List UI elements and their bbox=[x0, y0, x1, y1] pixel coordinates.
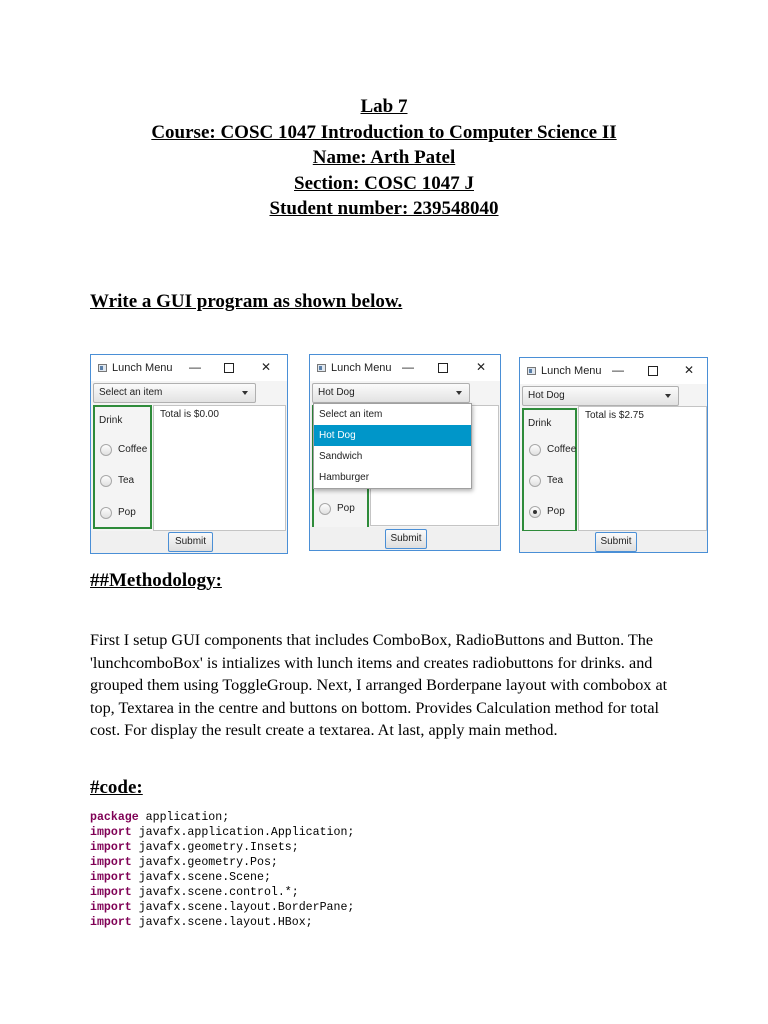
code-line bbox=[90, 826, 354, 839]
app-window-icon bbox=[527, 367, 536, 375]
maximize-icon[interactable] bbox=[644, 361, 662, 379]
radio-icon bbox=[100, 507, 112, 519]
dropdown-item-selected[interactable]: Hot Dog bbox=[314, 425, 471, 446]
minimize-icon[interactable]: — bbox=[612, 363, 624, 377]
chevron-down-icon bbox=[242, 391, 248, 395]
window-title: Lunch Menu bbox=[112, 362, 173, 374]
radio-label: Tea bbox=[118, 475, 135, 486]
total-text: Total is $0.00 bbox=[160, 409, 219, 420]
code-text: javafx.geometry.Pos; bbox=[131, 856, 278, 869]
code-line bbox=[90, 811, 229, 824]
course-line: Course: COSC 1047 Introduction to Computer Science II bbox=[151, 121, 617, 143]
code-keyword: import bbox=[90, 916, 132, 929]
title-bar bbox=[310, 355, 500, 381]
maximize-icon[interactable] bbox=[434, 358, 452, 376]
code-keyword: import bbox=[90, 871, 132, 884]
button-bar bbox=[520, 531, 707, 552]
minimize-icon[interactable]: — bbox=[189, 360, 201, 374]
window-title: Lunch Menu bbox=[331, 362, 392, 374]
lab-title: Lab 7 bbox=[360, 96, 408, 117]
document-header bbox=[0, 94, 768, 222]
dropdown-item[interactable]: Select an item bbox=[319, 409, 383, 420]
title-bar bbox=[91, 355, 287, 381]
submit-button[interactable]: Submit bbox=[595, 532, 637, 552]
code-text: javafx.geometry.Insets; bbox=[131, 841, 299, 854]
combobox-dropdown-list bbox=[313, 403, 472, 489]
radio-label: Tea bbox=[547, 475, 564, 486]
methodology-heading: ##Methodology: bbox=[90, 570, 222, 591]
result-textarea[interactable] bbox=[153, 405, 286, 531]
lunch-combobox[interactable] bbox=[93, 383, 256, 403]
lunch-combobox[interactable] bbox=[312, 383, 470, 403]
code-text: javafx.scene.Scene; bbox=[131, 871, 271, 884]
submit-button[interactable]: Submit bbox=[385, 529, 427, 549]
radio-coffee[interactable] bbox=[100, 444, 160, 458]
drink-radio-group bbox=[522, 408, 577, 532]
code-line bbox=[90, 901, 354, 914]
methodology-paragraph: First I setup GUI components that includes ComboBox, RadioButtons and Button. The 'lunchcomboBox' is intializes with lunch items and creates radiobuttons for drinks. and grouped them using ToggleGroup. Next, I arranged Borderpane layout with combobox at top, Textarea in the centre and buttons on bottom. Provides Calculation method for total cost. For display the result create a textarea. At last, apply main method. bbox=[90, 631, 668, 740]
code-keyword: import bbox=[90, 886, 132, 899]
maximize-icon[interactable] bbox=[220, 358, 238, 376]
code-keyword: import bbox=[90, 841, 132, 854]
code-text: javafx.scene.control.*; bbox=[131, 886, 299, 899]
radio-label: Pop bbox=[118, 507, 136, 518]
chevron-down-icon bbox=[456, 391, 462, 395]
button-bar bbox=[91, 531, 287, 553]
window-title: Lunch Menu bbox=[541, 365, 602, 377]
button-bar bbox=[310, 527, 500, 550]
radio-tea[interactable] bbox=[100, 475, 160, 489]
app-window-icon bbox=[317, 364, 326, 372]
drink-radio-group bbox=[93, 405, 152, 529]
close-icon[interactable]: ✕ bbox=[475, 360, 487, 374]
dropdown-item[interactable]: Hamburger bbox=[319, 472, 370, 483]
code-heading: #code: bbox=[90, 777, 143, 798]
student-name: Name: Arth Patel bbox=[312, 147, 456, 168]
code-keyword: import bbox=[90, 856, 132, 869]
close-icon[interactable]: ✕ bbox=[683, 363, 695, 377]
code-line bbox=[90, 841, 299, 854]
chevron-down-icon bbox=[665, 394, 671, 398]
combo-value: Hot Dog bbox=[528, 390, 565, 401]
minimize-icon[interactable]: — bbox=[402, 360, 414, 374]
radio-label: Coffee bbox=[118, 444, 148, 455]
drink-label: Drink bbox=[528, 418, 552, 429]
lunch-menu-window-initial bbox=[90, 354, 288, 554]
lunch-menu-window-dropdown bbox=[309, 354, 501, 551]
code-block bbox=[90, 810, 354, 930]
code-text: application; bbox=[138, 811, 230, 824]
submit-button[interactable]: Submit bbox=[168, 532, 213, 552]
close-icon[interactable]: ✕ bbox=[260, 360, 272, 374]
code-line bbox=[90, 916, 313, 929]
radio-icon bbox=[100, 444, 112, 456]
section-line: Section: COSC 1047 J bbox=[294, 172, 474, 194]
radio-checked-icon bbox=[529, 506, 541, 518]
code-line bbox=[90, 886, 299, 899]
title-bar bbox=[520, 358, 707, 384]
code-text: javafx.scene.layout.BorderPane; bbox=[131, 901, 355, 914]
code-line bbox=[90, 871, 271, 884]
result-textarea[interactable] bbox=[578, 406, 707, 531]
code-text: javafx.application.Application; bbox=[131, 826, 355, 839]
code-keyword: package bbox=[90, 811, 139, 824]
radio-label: Coffee bbox=[547, 444, 577, 455]
app-window-icon bbox=[98, 364, 107, 372]
drink-label: Drink bbox=[99, 415, 123, 426]
lunch-combobox[interactable] bbox=[522, 386, 679, 406]
combo-value: Hot Dog bbox=[318, 387, 355, 398]
radio-icon bbox=[319, 503, 331, 515]
radio-icon bbox=[529, 444, 541, 456]
radio-label: Pop bbox=[337, 503, 355, 514]
student-number: Student number: 239548040 bbox=[269, 198, 499, 219]
radio-pop[interactable] bbox=[100, 507, 160, 521]
total-text: Total is $2.75 bbox=[585, 410, 644, 421]
dropdown-item[interactable]: Sandwich bbox=[319, 451, 363, 462]
radio-icon bbox=[100, 475, 112, 487]
lunch-menu-window-result bbox=[519, 357, 708, 553]
code-line bbox=[90, 856, 278, 869]
code-keyword: import bbox=[90, 901, 132, 914]
code-keyword: import bbox=[90, 826, 132, 839]
code-text: javafx.scene.layout.HBox; bbox=[131, 916, 313, 929]
radio-icon bbox=[529, 475, 541, 487]
combo-value: Select an item bbox=[99, 387, 163, 398]
task-heading: Write a GUI program as shown below. bbox=[90, 291, 403, 312]
radio-label: Pop bbox=[547, 506, 565, 517]
